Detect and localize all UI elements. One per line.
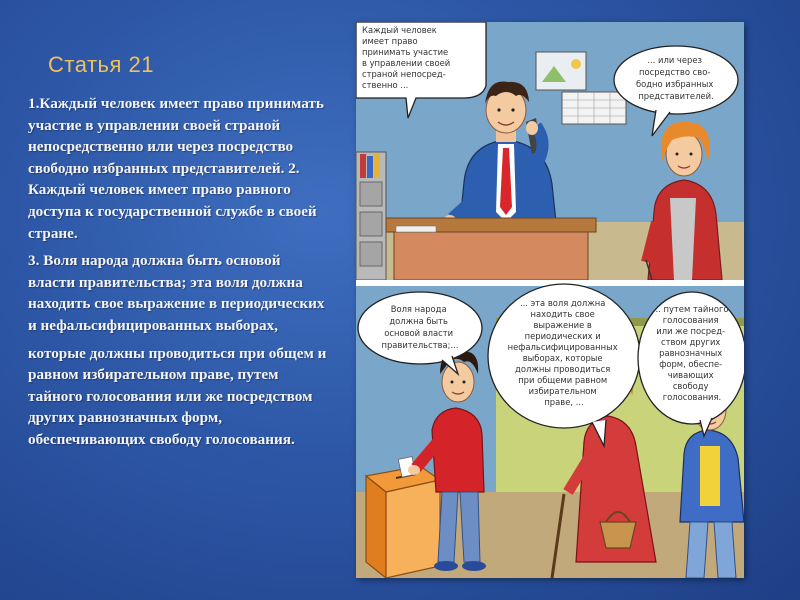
bubble-bottom-right-line: свободу [672,381,709,391]
bubble-bottom-middle-line: периодических и [524,331,601,341]
bottom-panel [356,284,744,578]
bubble-top-right-line: представителей. [638,91,714,101]
bubble-top-right-line: бодно избранных [635,79,714,89]
file-cabinet [356,152,386,280]
article-paragraph-2: 3. Воля народа должна быть основой власти правительства; эта воля должна находить свое выражение в периодических и нефальсифицированных выборах, [28,252,325,334]
bubble-top-left-line: страной непосред- [362,69,446,79]
slide-title: Статья 21 [48,52,155,77]
bubble-bottom-left-line: Воля народа [390,304,447,314]
bubble-bottom-middle-line: должны проводиться [515,364,611,374]
bubble-top-left-line: в управлении своей [362,58,451,68]
comic-svg [356,22,744,578]
article-paragraph-1: 1.Каждый человек имеет право принимать участие в управлении своей страной непосредственно или через посредство свободно избранных представителей. 2. Каждый человек имеет право равного доступа к государственной службе в своей стране. [28,95,324,242]
comic-illustration [356,22,744,578]
bubble-bottom-middle-line: избирательном [528,386,597,396]
bubble-bottom-right-line: голосования [662,315,719,325]
bubble-bottom-right-line: равнозначных [659,348,723,358]
bubble-bottom-right-line: голосования. [662,392,722,402]
bubble-bottom-middle-line: праве, ... [544,397,584,407]
article-text [28,93,328,457]
bubble-bottom-middle-line: выражение в [533,320,592,330]
article-paragraph-3: которые должны проводиться при общем и равном избирательном праве, путем тайного голосования или же посредством других равнозначных форм, обеспечивающих свободу голосования. [28,344,327,448]
bubble-bottom-right-line: форм, обеспе- [659,359,723,369]
bubble-bottom-middle-line: находить свое [530,309,595,319]
bubble-bottom-left-line: основой власти [384,328,454,338]
bubble-bottom-middle-line: выборах, которые [522,353,603,363]
bubble-top-right-line: ... или через [647,55,702,65]
bubble-top-left-line: ственно ... [362,80,409,90]
bubble-bottom-left-line: правительства;... [381,340,459,350]
bubble-top-right-line: посредство сво- [638,67,711,77]
bubble-bottom-right-line: чивающих [667,370,714,380]
bubble-top-left-line: Каждый человек [362,25,437,35]
ballot-box [366,457,440,578]
bubble-bottom-middle-line: при общеми равном [518,375,608,385]
bubble-bottom-middle-line: ... эта воля должна [519,298,606,308]
bubble-top-left-line: принимать участие [362,47,449,57]
bubble-top-left-line: имеет право [362,36,418,46]
desk [386,218,596,280]
bubble-bottom-middle-line: нефальсифицированных [507,342,618,352]
bubble-bottom-right-line: ... путем тайного [652,304,729,314]
top-panel [356,22,744,280]
bubble-bottom-right-line: ством других [660,337,721,347]
bubble-bottom-left-line: должна быть [389,316,449,326]
bubble-bottom-right-line: или же посред- [656,326,726,336]
